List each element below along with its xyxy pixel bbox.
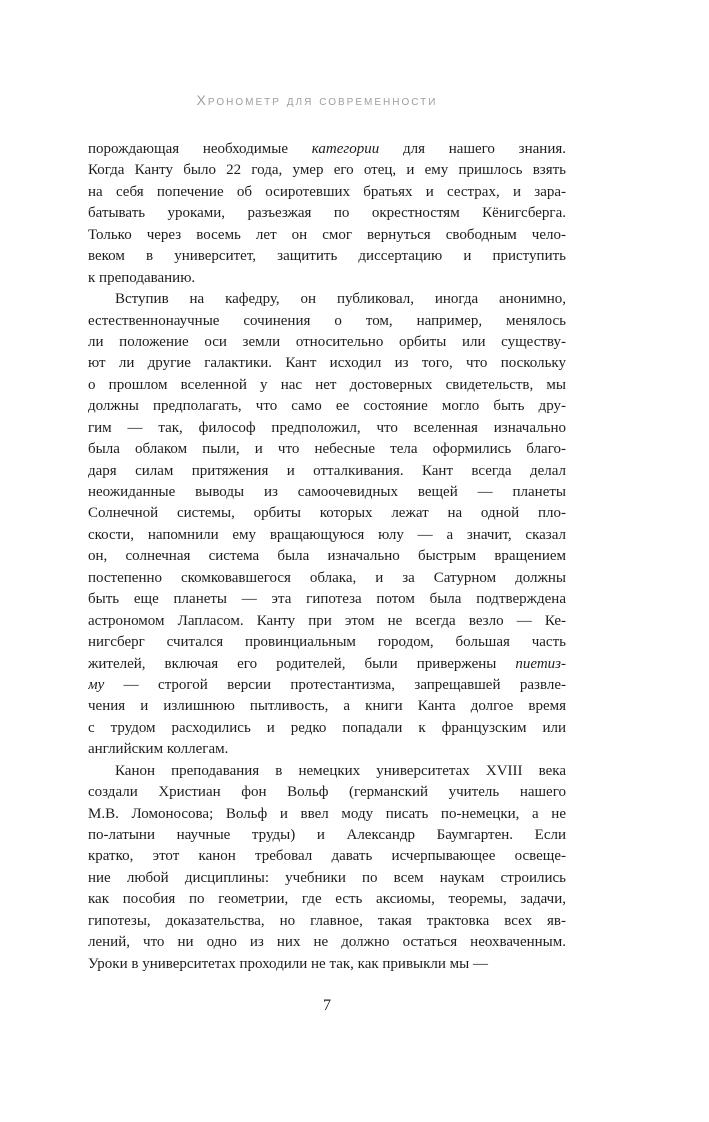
text-line [88, 461, 566, 482]
text-segment: батывать уроками, разъезжая по окрестностям Кёнигсберга. [88, 205, 566, 222]
text-segment: на себя попечение об осиротевших братьях и сестрах, и зара- [88, 183, 566, 200]
text-segment: М.В. Ломоносова; Вольф и ввел моду писать по-немецки, а не [88, 805, 566, 822]
text-segment: веком в университет, защитить диссертацию и приступить [88, 248, 566, 265]
text-segment: как пособия по геометрии, где есть аксиомы, теоремы, задачи, [88, 891, 566, 908]
text-segment: даря силам притяжения и отталкивания. Кант всегда делал [88, 462, 566, 479]
text-segment: постепенно скомковавшегося облака, и за Сатурном должны [88, 569, 566, 586]
text-segment: Канон преподавания в немецких университетах XVIII века [115, 762, 566, 779]
text-segment: должны предполагать, что само ее состояние могло быть дру- [88, 398, 566, 415]
text-line [88, 225, 566, 246]
italic-text-segment: му [88, 676, 105, 693]
text-line [88, 418, 566, 439]
text-segment: Только через восемь лет он смог вернуться свободным чело- [88, 226, 566, 243]
text-segment: гипотезы, доказательства, но главное, такая трактовка всех яв- [88, 912, 566, 929]
text-line [88, 696, 566, 717]
text-line [88, 568, 566, 589]
text-segment: он, солнечная система была изначально быстрым вращением [88, 548, 566, 565]
text-segment: гим — так, философ предположил, что вселенная изначально [88, 419, 566, 436]
text-line [88, 932, 566, 953]
text-segment: — строгой версии протестантизма, запрещавшей развле- [104, 676, 566, 693]
text-line [88, 739, 566, 760]
text-line [88, 954, 566, 975]
text-line [88, 268, 566, 289]
text-line [88, 353, 566, 374]
text-segment: нигсберг считался провинциальным городом, большая часть [88, 634, 566, 651]
text-segment: по-латыни научные труды) и Александр Баумгартен. Если [88, 827, 566, 843]
text-line [88, 889, 566, 910]
text-line [88, 761, 566, 782]
text-segment: английским коллегам. [88, 741, 229, 758]
text-line [88, 718, 566, 739]
text-line [88, 182, 566, 203]
text-line [88, 332, 566, 353]
text-segment: Когда Канту было 22 года, умер его отец, и ему пришлось взять [88, 162, 566, 179]
text-line [88, 311, 566, 332]
text-segment: с трудом расходились и редко попадали к французским или [88, 719, 566, 736]
text-segment: Вступив на кафедру, он публиковал, иногда анонимно, [115, 291, 566, 308]
text-segment: для нашего знания. [379, 141, 566, 157]
text-line [88, 825, 566, 846]
text-segment: порождающая необходимые [88, 141, 312, 157]
text-line [88, 911, 566, 932]
text-segment: скости, напомнили ему вращающуюся юлу — а значит, сказал [88, 526, 566, 543]
text-line [88, 782, 566, 803]
text-line [88, 246, 566, 267]
text-segment: Солнечной системы, орбиты которых лежат на одной пло- [88, 505, 566, 522]
text-segment: неожиданные выводы из самоочевидных вещей — планеты [88, 484, 566, 500]
text-line [88, 525, 566, 546]
text-segment: ют ли другие галактики. Кант исходил из того, что поскольку [88, 355, 566, 372]
text-line [88, 846, 566, 867]
page-number: 7 [323, 997, 331, 1014]
text-line [88, 503, 566, 524]
text-segment: жителей, включая его родителей, были привержены [88, 655, 516, 672]
text-line [88, 654, 566, 675]
text-segment: ли положение оси земли относительно орбиты или существу- [88, 333, 566, 350]
text-segment: о прошлом вселенной у нас нет достоверных свидетельств, мы [88, 376, 566, 393]
text-segment: быть еще планеты — эта гипотеза потом была подтверждена [88, 591, 566, 608]
text-segment: лений, что ни одно из них не должно остаться неохваченным. [88, 934, 566, 951]
text-line [88, 375, 566, 396]
text-line [88, 632, 566, 653]
text-segment: была облаком пыли, и что небесные тела оформились благо- [88, 441, 566, 458]
running-header: Хронометр для современности [196, 92, 438, 108]
text-line [88, 611, 566, 632]
text-segment: астрономом Лапласом. Канту при этом не всегда везло — Ке- [88, 612, 566, 629]
text-line [88, 482, 566, 503]
italic-text-segment: категории [311, 141, 380, 157]
text-line [88, 203, 566, 224]
text-line [88, 396, 566, 417]
text-line [88, 804, 566, 825]
text-block [88, 139, 566, 975]
text-line [88, 160, 566, 181]
italic-text-segment: пиетиз- [515, 655, 566, 672]
text-line [88, 439, 566, 460]
text-line [88, 589, 566, 610]
text-segment: чения и излишнюю пытливость, а книги Канта долгое время [88, 698, 566, 715]
text-segment: к преподаванию. [88, 269, 196, 286]
text-segment: ние любой дисциплины: учебники по всем наукам строились [88, 869, 566, 886]
text-line [88, 289, 566, 310]
text-line [88, 868, 566, 889]
text-segment: кратко, этот канон требовал давать исчерпывающее освеще- [88, 848, 566, 865]
text-line [88, 139, 566, 160]
text-line [88, 675, 566, 696]
text-line [88, 546, 566, 567]
text-segment: естественнонаучные сочинения о том, например, менялось [88, 312, 566, 329]
text-segment: Уроки в университетах проходили не так, как привыкли мы — [88, 955, 488, 972]
text-segment: создали Христиан фон Вольф (германский учитель нашего [88, 784, 566, 801]
